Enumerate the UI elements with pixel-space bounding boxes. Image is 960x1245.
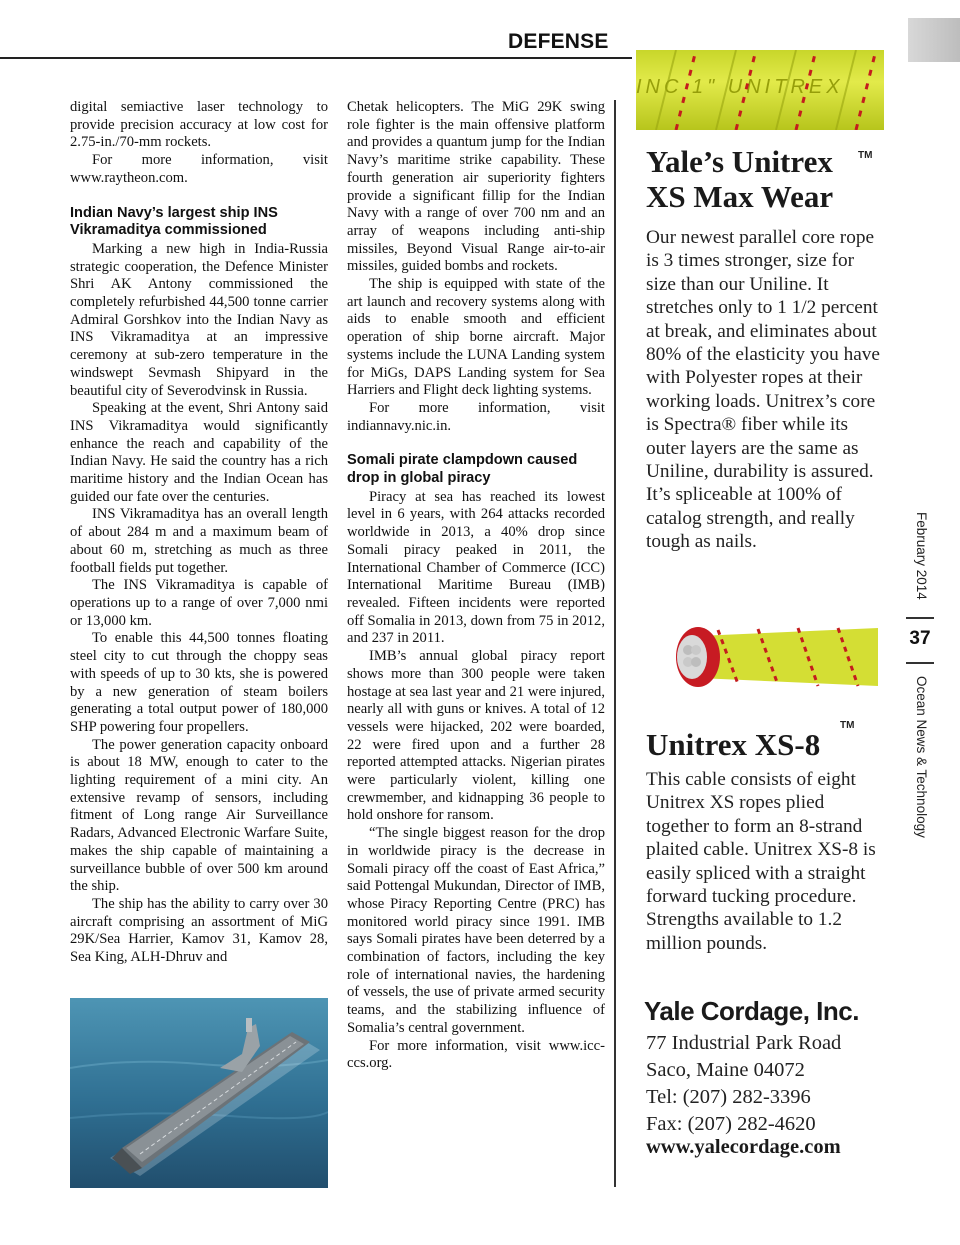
ad-body-xs8: This cable consists of eight Unitrex XS ropes plied together to form an 8-strand plaited cable. Unitrex XS-8 is easily spliced with a straight forward tucking procedure. Strengths available to 1.2 million pounds. xyxy=(646,769,876,954)
publication-name: Ocean News & Technology xyxy=(914,676,929,838)
carrier-illustration xyxy=(70,998,328,1188)
page-number: 37 xyxy=(909,628,931,649)
column-2 xyxy=(347,99,605,1073)
trademark-mark: TM xyxy=(840,720,855,731)
article-title-piracy: Somali pirate clampdown caused drop in global piracy xyxy=(347,452,578,487)
ad-body-max-wear: Our newest parallel core rope is 3 times stronger, size for size than our Uniline. It stretches only to 1 1/2 percent at break, and eliminates about 80% of the elasticity you have with Polyester ropes at their working loads. Unitrex’s core is Spectra® fiber while its outer layers are the same as Uniline, durability is assured. It’s spliceable at 100% of catalog strength, and really tough as nails. xyxy=(646,227,880,553)
address-city: Saco, Maine 04072 xyxy=(646,1059,805,1081)
folio-rule xyxy=(906,662,934,664)
article-paragraph: The ship is equipped with state of the art launch and recovery systems along with aids to enable smooth and efficient operation of ship borne aircraft. Major systems include the LUNA Landing system for MiGs, DAPS Landing system for Sea Harriers and Flight deck lighting systems. xyxy=(347,276,605,399)
article-paragraph: Piracy at sea has reached its lowest level in 6 years, with 264 attacks recorded worldwide in 2013, a 40% drop since Somali piracy peaked in 2011, the International Chamber of Commerce (ICC) International Maritime Bureau (IMB) revealed. Fifteen incidents were reported off Somalia in 2013, down from 75 in 2012, and 237 in 2011. xyxy=(347,488,605,647)
section-label: DEFENSE xyxy=(508,30,609,53)
rope-image-top xyxy=(636,50,884,130)
article-paragraph: To enable this 44,500 tonnes floating steel city to cut through the choppy seas with speeds of up to 30 kts, she is powered by a new generation of steam boilers generating a total output power of 180,000 SHP powering four propellers. xyxy=(70,630,328,735)
article-paragraph: Marking a new high in India-Russia strategic cooperation, the Defence Minister Shri AK Antony commissioned the completely refurbished 44,500 tonne carrier Admiral Gorshkov into the Indian Navy as INS Vikramaditya at an impressive ceremony at sub-zero temperature in the windswept Sevmash Shipyard in the beautiful city of Severodvinsk in Russia. xyxy=(70,240,328,399)
more-info-navy: For more information, visit indiannavy.nic.in. xyxy=(347,399,605,434)
intro-paragraph: digital semiactive laser technology to provide precision accuracy at low cost for 2.75-in./70-mm rockets. xyxy=(70,99,328,151)
article-paragraph: IMB’s annual global piracy report shows more than 300 people were taken hostage at sea last year and 21 were injured, nearly all with guns or knives. A total of 12 vessels were hijacked, 202 were boarded, 22 were fired upon and a further 28 reported attempted attacks. Nigerian pirates were particularly violent, killing one crewmember, and kidnapping 36 people to hold onshore for ransom. xyxy=(347,648,605,824)
column-divider xyxy=(614,100,616,1187)
header-rule xyxy=(0,57,632,59)
rope-weave-pattern xyxy=(636,50,884,130)
phone-number: Tel: (207) 282-3396 xyxy=(646,1086,811,1108)
article-paragraph: Speaking at the event, Shri Antony said INS Vikramaditya would significantly enhance the reach and capability of the Indian Navy. He said the country has a rich maritime history and the Indian Ocean has guided our fate over the centuries. xyxy=(70,400,328,505)
rope-printed-text: INC 1" UNITREX xyxy=(636,76,844,98)
ad-headline-xs8: Unitrex XS-8 xyxy=(646,727,821,762)
address-street: 77 Industrial Park Road xyxy=(646,1032,842,1054)
article-paragraph: The power generation capacity onboard is about 18 MW, enough to cater to the lighting requirement of a mini city. An extensive revamp of sensors, including fitment of Long range Air Surveillance Radars, Advanced Electronic Warfare Suite, makes the ship capable of maintaining a surveillance bubble of over 500 km around the ship. xyxy=(70,736,328,895)
aircraft-carrier-photo xyxy=(70,998,328,1188)
ad-headline-max-wear: Yale’s Unitrex XS Max Wear xyxy=(646,144,834,214)
column-1 xyxy=(70,99,328,967)
more-info-icc: For more information, visit www.icc-ccs.org. xyxy=(347,1037,605,1072)
yale-cordage-advertisement xyxy=(636,50,884,1190)
company-name: Yale Cordage, Inc. xyxy=(644,996,859,1026)
company-website[interactable]: www.yalecordage.com xyxy=(646,1136,841,1158)
rope-cross-section-image xyxy=(658,618,878,696)
page-corner-tab xyxy=(908,18,960,62)
article-paragraph: INS Vikramaditya has an overall length of about 284 m and a maximum beam of about 60 m, stretching as much as three football fields put together. xyxy=(70,506,328,576)
issue-date: February 2014 xyxy=(914,512,929,600)
intro-more-info: For more information, visit www.raytheon.com. xyxy=(70,152,328,186)
article-paragraph: Chetak helicopters. The MiG 29K swing role fighter is the main offensive platform and provides a quantum jump for the Indian Navy’s maritime strike capability. These fourth generation air superiority fighters provide a significant fillip for the Indian Navy with a range of over 700 nm and an array of weapons including anti-ship missiles, Beyond Visual Range air-to-air missiles, guided bombs and rockets. xyxy=(347,99,605,275)
article-paragraph: The INS Vikramaditya is capable of operations up to a range of over 7,000 nmi or 13,000 km. xyxy=(70,577,328,629)
article-paragraph: “The single biggest reason for the drop in worldwide piracy is the decrease in Somali piracy off the coast of East Africa,” said Pottengal Mukundan, Director of IMB, whose Piracy Reporting Centre (PRC) has monitored world piracy since 1991. IMB says Somali pirates have been deterred by a combination of factors, including the key role of international navies, the hardening of vessels, the use of private armed security teams, and the stabilizing influence of Somalia’s central government. xyxy=(347,825,605,1036)
article-paragraph: The ship has the ability to carry over 30 aircraft comprising an assortment of MiG 29K/Sea Harrier, Kamov 31, Kamov 28, Sea King, ALH-Dhruv and xyxy=(70,895,328,966)
fax-number: Fax: (207) 282-4620 xyxy=(646,1113,816,1135)
folio-rule xyxy=(906,617,934,619)
article-title-vikramaditya: Indian Navy’s largest ship INS Vikramaditya commissioned xyxy=(70,204,278,239)
trademark-mark: TM xyxy=(858,150,873,161)
